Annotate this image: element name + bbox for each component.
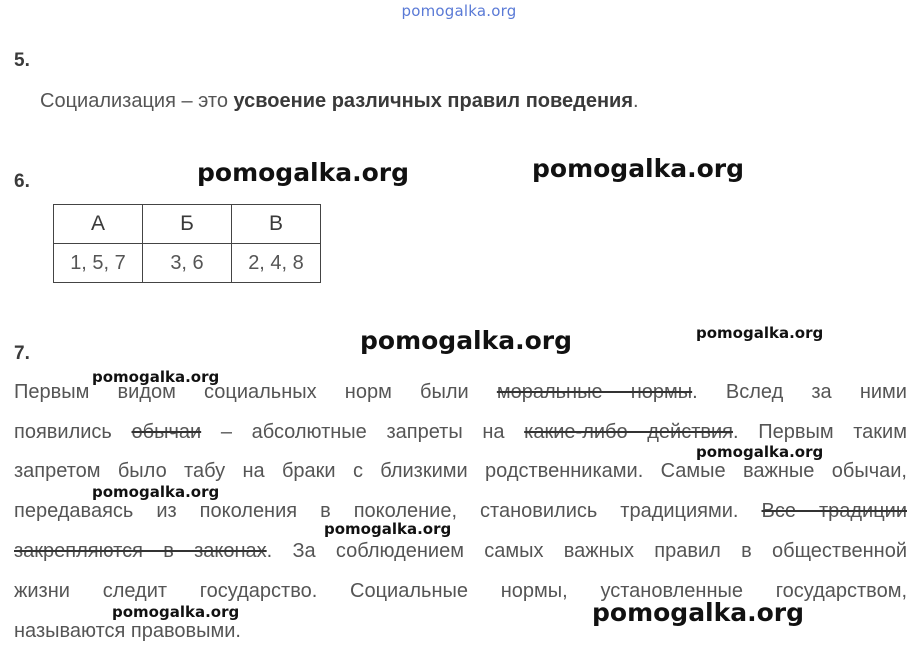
q7-line-1-b: . Вслед за ними [692,381,907,403]
q7-line-2-b: – абсолютные запреты на [201,421,525,443]
table-header-v: В [232,205,321,244]
q7-line-4-a: передаваясь из поколения в поколение, становились традициями. [14,500,762,522]
watermark-1: pomogalka.org [197,158,410,187]
q7-line-2-a: появились [14,421,132,443]
table-header-b: Б [143,205,232,244]
q7-line-7-a: называются правовыми. [14,620,241,642]
q7-line-6-a: жизни следит государство. Социальные нормы, установленные государством, [14,580,907,602]
q7-line-4-strike: Все традиции [761,500,907,522]
table-header-a: А [54,205,143,244]
q5-text-after: . [633,90,639,112]
question-6-number: 6. [14,171,30,192]
watermark-2: pomogalka.org [532,154,745,183]
question-7-number: 7. [14,343,30,364]
watermark-5: pomogalka.org [92,368,220,386]
question-5-answer [40,90,639,113]
question-5-number: 5. [14,50,30,71]
table-cell-v: 2, 4, 8 [232,244,321,283]
q7-line-5-b: . За соблюдением самых важных правил в общественной [266,540,907,562]
q7-line-2-strike-2: какие-либо действия [524,421,734,443]
q7-line-5-strike: закрепляются в законах [14,540,267,562]
q7-line-2-strike: обычаи [131,421,202,443]
q5-text-bold: усвоение различных правил поведения [233,90,634,112]
table-cell-b: 3, 6 [143,244,232,283]
watermark-3: pomogalka.org [360,326,573,355]
q7-line-1-strike: моральные нормы [496,381,693,403]
table-cell-a: 1, 5, 7 [54,244,143,283]
q7-line-4 [14,500,907,526]
watermark-10: pomogalka.org [592,598,805,627]
watermark-9: pomogalka.org [112,603,240,621]
q7-line-1-a: Первым видом социальных норм были [14,381,497,403]
answer-table [53,204,321,283]
top-watermark: pomogalka.org [401,2,517,20]
watermark-4: pomogalka.org [696,324,824,342]
q7-line-2-c: . Первым таким [733,421,907,443]
watermark-8: pomogalka.org [324,520,452,538]
q7-line-3-a: запретом было табу на браки с близкими родственниками. Самые важные обычаи, [14,460,907,482]
watermark-7: pomogalka.org [92,483,220,501]
q7-line-5 [14,540,907,566]
q5-text-before: Социализация – это [40,90,234,112]
watermark-6: pomogalka.org [696,443,824,461]
